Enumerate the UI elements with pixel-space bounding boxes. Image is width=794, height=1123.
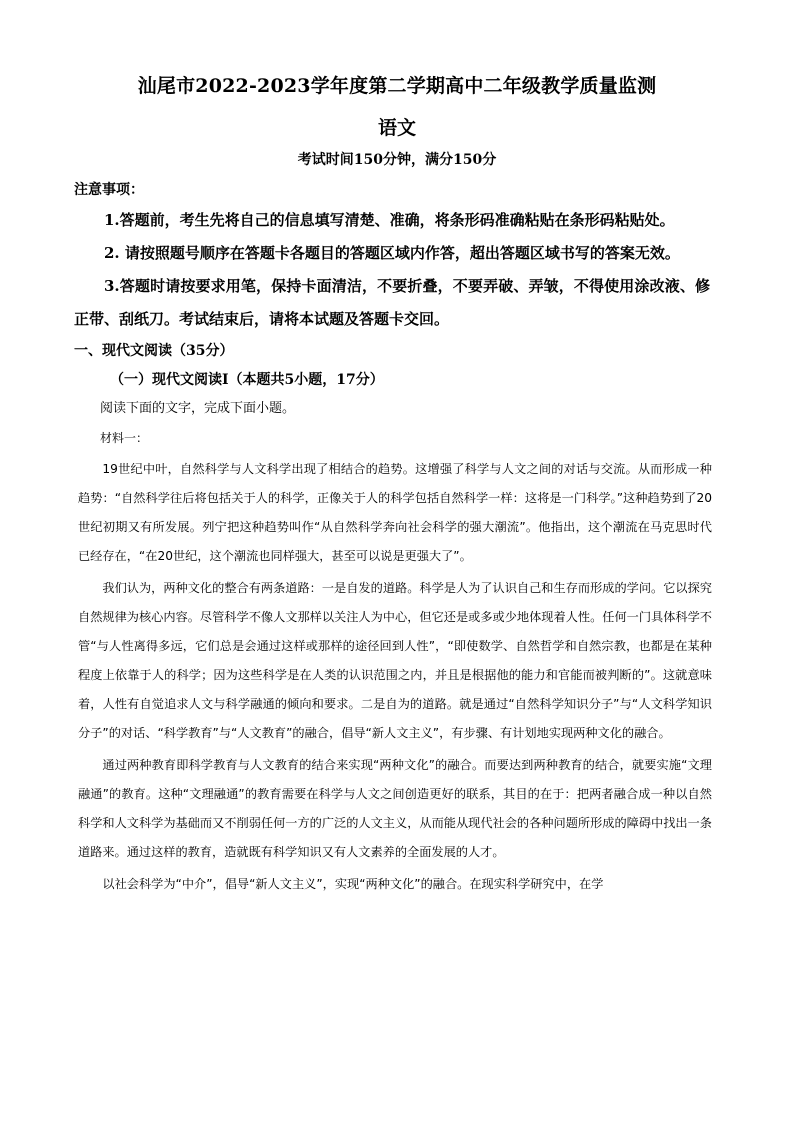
notice-item-3: 3.答题时请按要求用笔，保持卡面清洁，不要折叠，不要弄破、弄皱，不得使用涂改液、修正带、刮纸刀。考试结束后，请将本试题及答题卡交回。 — [74, 277, 710, 328]
notice-heading: 注意事项： — [74, 182, 144, 198]
passage-paragraph-3: 通过两种教育即科学教育与人文教育的结合来实现“两种文化”的融合。而要达到两种教育的结合，就要实施“文理融通”的教育。这种“文理融通”的教育需要在科学与人文之间创造更好的联系，其目的在于：把两者融合成一种以自然科学和人文科学为基础而又不削弱任何一方的广泛的人文主义，从而能从现代社会的各种问题所形成的障碍中找出一条道路来。通过这样的教育，造就既有科学知识又有人文素养的全面发展的人才。 — [78, 758, 712, 859]
reading-instruction: 阅读下面的文字，完成下面小题。 — [100, 401, 296, 416]
exam-title: 汕尾市2022-2023学年度第二学期高中二年级教学质量监测 — [137, 75, 657, 97]
exam-info: 考试时间150分钟，满分150分 — [297, 152, 497, 168]
subject-title: 语文 — [377, 117, 416, 139]
notice-item-2: 2. 请按照题号顺序在答题卡各题目的答题区域内作答，超出答题区域书写的答案无效。 — [104, 244, 680, 262]
section-heading: 一、现代文阅读（35分） — [74, 343, 234, 359]
subsection-heading: （一）现代文阅读Ⅰ（本题共5小题，17分） — [110, 372, 384, 388]
notice-item-1: 1.答题前，考生先将自己的信息填写清楚、准确，将条形码准确粘贴在条形码粘贴处。 — [104, 211, 675, 229]
passage-paragraph-4: 以社会科学为“中介”，倡导“新人文主义”，实现“两种文化”的融合。在现实科学研究中，在学 — [102, 877, 604, 891]
passage-paragraph-2: 我们认为，两种文化的整合有两条道路：一是自发的道路。科学是人为了认识自己和生存而形成的学问。它以探究自然规律为核心内容。尽管科学不像人文那样以关注人为中心，但它还是或多或少地体现着人性。任何一门具体科学不管“与人性离得多远，它们总是会通过这样或那样的途径回到人性”，“即使数学、自然哲学和自然宗教，也都是在某种程度上依靠于人的科学；因为这些科学是在人类的认识范围之内，并且是根据他的能力和官能而被判断的”。这就意味着，人性有自觉追求人文与科学融通的倾向和要求。二是自为的道路。就是通过“自然科学知识分子”与“人文科学知识分子”的对话、“科学教育”与“人文教育”的融合，倡导“新人文主义”，有步骤、有计划地实现两种文化的融合。 — [78, 581, 712, 740]
passage-paragraph-1: 19世纪中叶，自然科学与人文科学出现了相结合的趋势。这增强了科学与人文之间的对话与交流。从而形成一种趋势：“自然科学往后将包括关于人的科学，正像关于人的科学包括自然科学一样：这将是一门科学。”这种趋势到了20世纪初期又有所发展。列宁把这种趋势叫作“从自然科学奔向社会科学的强大潮流”。他指出，这个潮流在马克思时代已经存在，“在20世纪，这个潮流也同样强大，甚至可以说是更强大了”。 — [78, 462, 712, 563]
material-label: 材料一： — [100, 431, 149, 445]
